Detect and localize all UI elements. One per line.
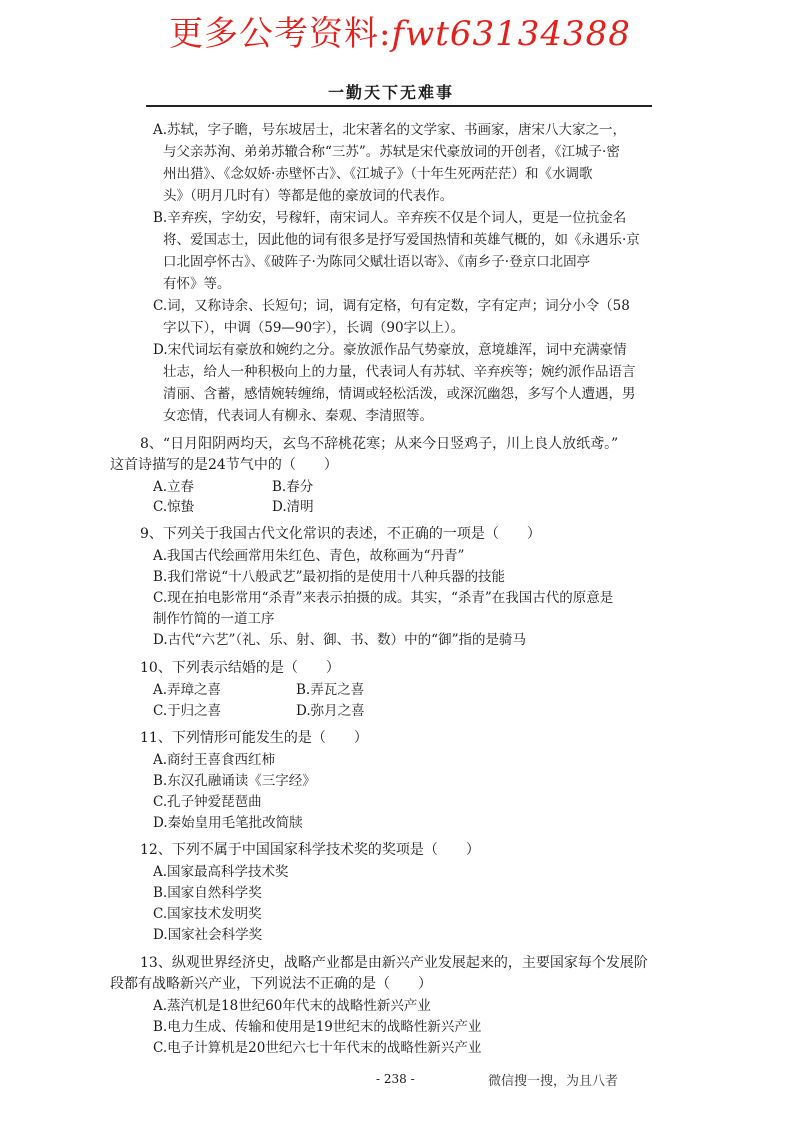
question-10-option-d: D.弥月之喜 (296, 703, 365, 719)
page-number: - 238 - (376, 1072, 415, 1086)
question-12-option-b: B.国家自然科学奖 (153, 885, 262, 901)
question-8-stem: 8、“日月阳阴两均天，玄鸟不辞桃花寒；从来今日竖鸡子，川上良人放纸鸢。” (140, 436, 619, 452)
passage-line: 字以下），中调（59—90字），长调（90字以上）。 (163, 320, 465, 336)
watermark-code: fwt63134388 (391, 14, 631, 54)
passage-line: 有怀》等。 (163, 276, 231, 292)
question-10-option-b: B.弄瓦之喜 (296, 682, 365, 698)
passage-line: C.词，又称诗余、长短句；词，调有定格，句有定数，字有定声；词分小令（58 (153, 298, 630, 314)
question-11-stem: 11、下列情形可能发生的是（ ） (140, 730, 368, 746)
question-9-option-c-cont: 制作竹简的一道工序 (153, 611, 275, 627)
question-13-option-a: A.蒸汽机是18世纪60年代末的战略性新兴产业 (153, 998, 431, 1014)
question-8-option-b: B.春分 (272, 479, 314, 495)
passage-line: 将、爱国志士，因此他的词有很多是抒写爱国热情和英雄气概的，如《永遇乐·京 (163, 232, 640, 248)
question-8-option-c: C.惊蛰 (153, 499, 195, 515)
question-10-stem: 10、下列表示结婚的是（ ） (140, 660, 340, 676)
question-11-option-d: D.秦始皇用毛笔批改简牍 (153, 815, 303, 831)
footer-motto: 微信搜一搜，为且八者 (488, 1074, 619, 1089)
passage-line: B.辛弃疾，字幼安，号稼轩，南宋词人。辛弃疾不仅是个词人，更是一位抗金名 (153, 210, 627, 226)
passage-line: 州出猎》、《念奴娇·赤壁怀古》、《江城子》（十年生死两茫茫）和《水调歌 (163, 166, 593, 182)
question-8-option-d: D.清明 (272, 499, 314, 515)
question-11-option-b: B.东汉孔融诵读《三字经》 (153, 773, 316, 789)
question-12-option-a: A.国家最高科学技术奖 (153, 864, 289, 880)
question-12-option-d: D.国家社会科学奖 (153, 927, 263, 943)
question-9-option-c: C.现在拍电影常用“杀青”来表示拍摄的成。其实，“杀青”在我国古代的原意是 (153, 590, 614, 606)
question-13-option-c: C.电子计算机是20世纪六七十年代末的战略性新兴产业 (153, 1040, 482, 1056)
header-motto: 一勤天下无难事 (328, 83, 455, 102)
question-9-stem: 9、下列关于我国古代文化常识的表述，不正确的一项是（ ） (140, 526, 541, 542)
question-12-stem: 12、下列不属于中国国家科学技术奖的奖项是（ ） (140, 842, 480, 858)
passage-line: 头》（明月几时有）等都是他的豪放词的代表作。 (163, 188, 454, 204)
passage-line: 与父亲苏洵、弟弟苏辙合称“三苏”。苏轼是宋代豪放词的开创者，《江城子·密 (163, 144, 620, 160)
question-12-option-c: C.国家技术发明奖 (153, 906, 262, 922)
question-10-option-c: C.于归之喜 (153, 703, 222, 719)
question-9-option-b: B.我们常说“十八般武艺”最初指的是使用十八种兵器的技能 (153, 569, 506, 585)
question-10-option-a: A.弄璋之喜 (153, 682, 222, 698)
passage-line: 清丽、含蓄，感情婉转缠绵，情调或轻松活泼，或深沉幽怨，多写个人遭遇，男 (163, 386, 636, 402)
question-8-stem: 这首诗描写的是24节气中的（ ） (110, 457, 338, 473)
passage-line: 壮志，给人一种积极向上的力量，代表词人有苏轼、辛弃疾等；婉约派作品语言 (163, 364, 636, 380)
passage-line: A.苏轼，字子瞻，号东坡居士，北宋著名的文学家、书画家，唐宋八大家之一， (153, 122, 627, 138)
passage-line: D.宋代词坛有豪放和婉约之分。豪放派作品气势豪放，意境雄浑，词中充满豪情 (153, 342, 627, 358)
watermark-prefix: 更多公考资料: (169, 14, 392, 54)
question-11-option-a: A.商纣王喜食西红柿 (153, 752, 276, 768)
question-8-option-a: A.立春 (153, 479, 195, 495)
question-9-option-d: D.古代“六艺”（礼、乐、射、御、书、数）中的“御”指的是骑马 (153, 632, 526, 648)
passage-line: 女恋情，代表词人有柳永、秦观、李清照等。 (163, 408, 433, 424)
question-13-stem: 13、纵观世界经济史，战略产业都是由新兴产业发展起来的，主要国家每个发展阶 (140, 955, 648, 971)
question-11-option-c: C.孔子钟爱琵琶曲 (153, 794, 262, 810)
question-9-option-a: A.我国古代绘画常用朱红色、青色，故称画为“丹青” (153, 548, 465, 564)
passage-line: 口北固亭怀古》、《破阵子·为陈同父赋壮语以寄》、《南乡子·登京口北固亭 (163, 254, 591, 270)
question-13-option-b: B.电力生成、传输和使用是19世纪末的战略性新兴产业 (153, 1019, 482, 1035)
question-13-stem: 段都有战略新兴产业，下列说法不正确的是（ ） (110, 976, 432, 992)
